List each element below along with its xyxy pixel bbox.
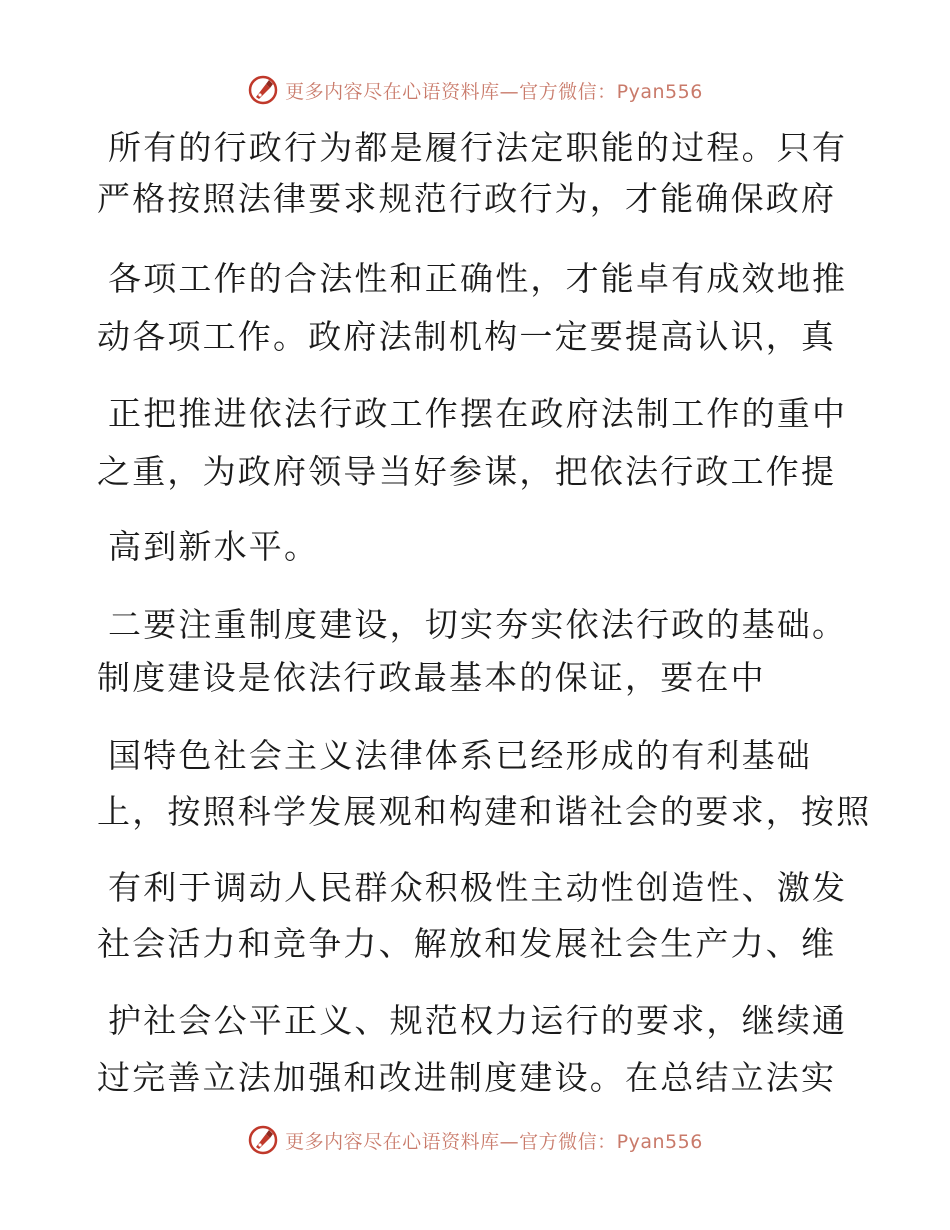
text-line: 高到新水平。 [108,527,320,566]
text-line: 社会活力和竞争力、解放和发展社会生产力、维 [97,924,837,963]
text-line: 国特色社会主义法律体系已经形成的有利基础 [108,736,812,775]
text-line: 严格按照法律要求规范行政行为，才能确保政府 [97,179,837,218]
text-line: 动各项工作。政府法制机构一定要提高认识，真 [97,317,837,356]
text-line: 制度建设是依法行政最基本的保证，要在中 [97,658,766,697]
pen-nib-logo-icon [247,1124,279,1156]
text-line: 有利于调动人民群众积极性主动性创造性、激发 [108,868,848,907]
text-line: 上，按照科学发展观和构建和谐社会的要求，按照 [97,792,872,831]
text-line: 所有的行政行为都是履行法定职能的过程。只有 [108,128,848,167]
text-line: 各项工作的合法性和正确性，才能卓有成效地推 [108,259,848,298]
text-line: 之重，为政府领导当好参谋，把依法行政工作提 [97,452,837,491]
footer-banner-text: 更多内容尽在心语资料库—官方微信：Pyan556 [285,1130,703,1153]
text-line: 过完善立法加强和改进制度建设。在总结立法实 [97,1058,837,1097]
footer-banner[interactable] [0,1120,950,1160]
header-banner-text: 更多内容尽在心语资料库—官方微信：Pyan556 [285,80,703,103]
text-line: 正把推进依法行政工作摆在政府法制工作的重中 [108,394,848,433]
header-banner[interactable] [0,70,950,110]
text-line: 护社会公平正义、规范权力运行的要求，继续通 [108,1001,848,1040]
text-line: 二要注重制度建设，切实夯实依法行政的基础。 [108,605,848,644]
pen-nib-logo-icon [247,74,279,106]
